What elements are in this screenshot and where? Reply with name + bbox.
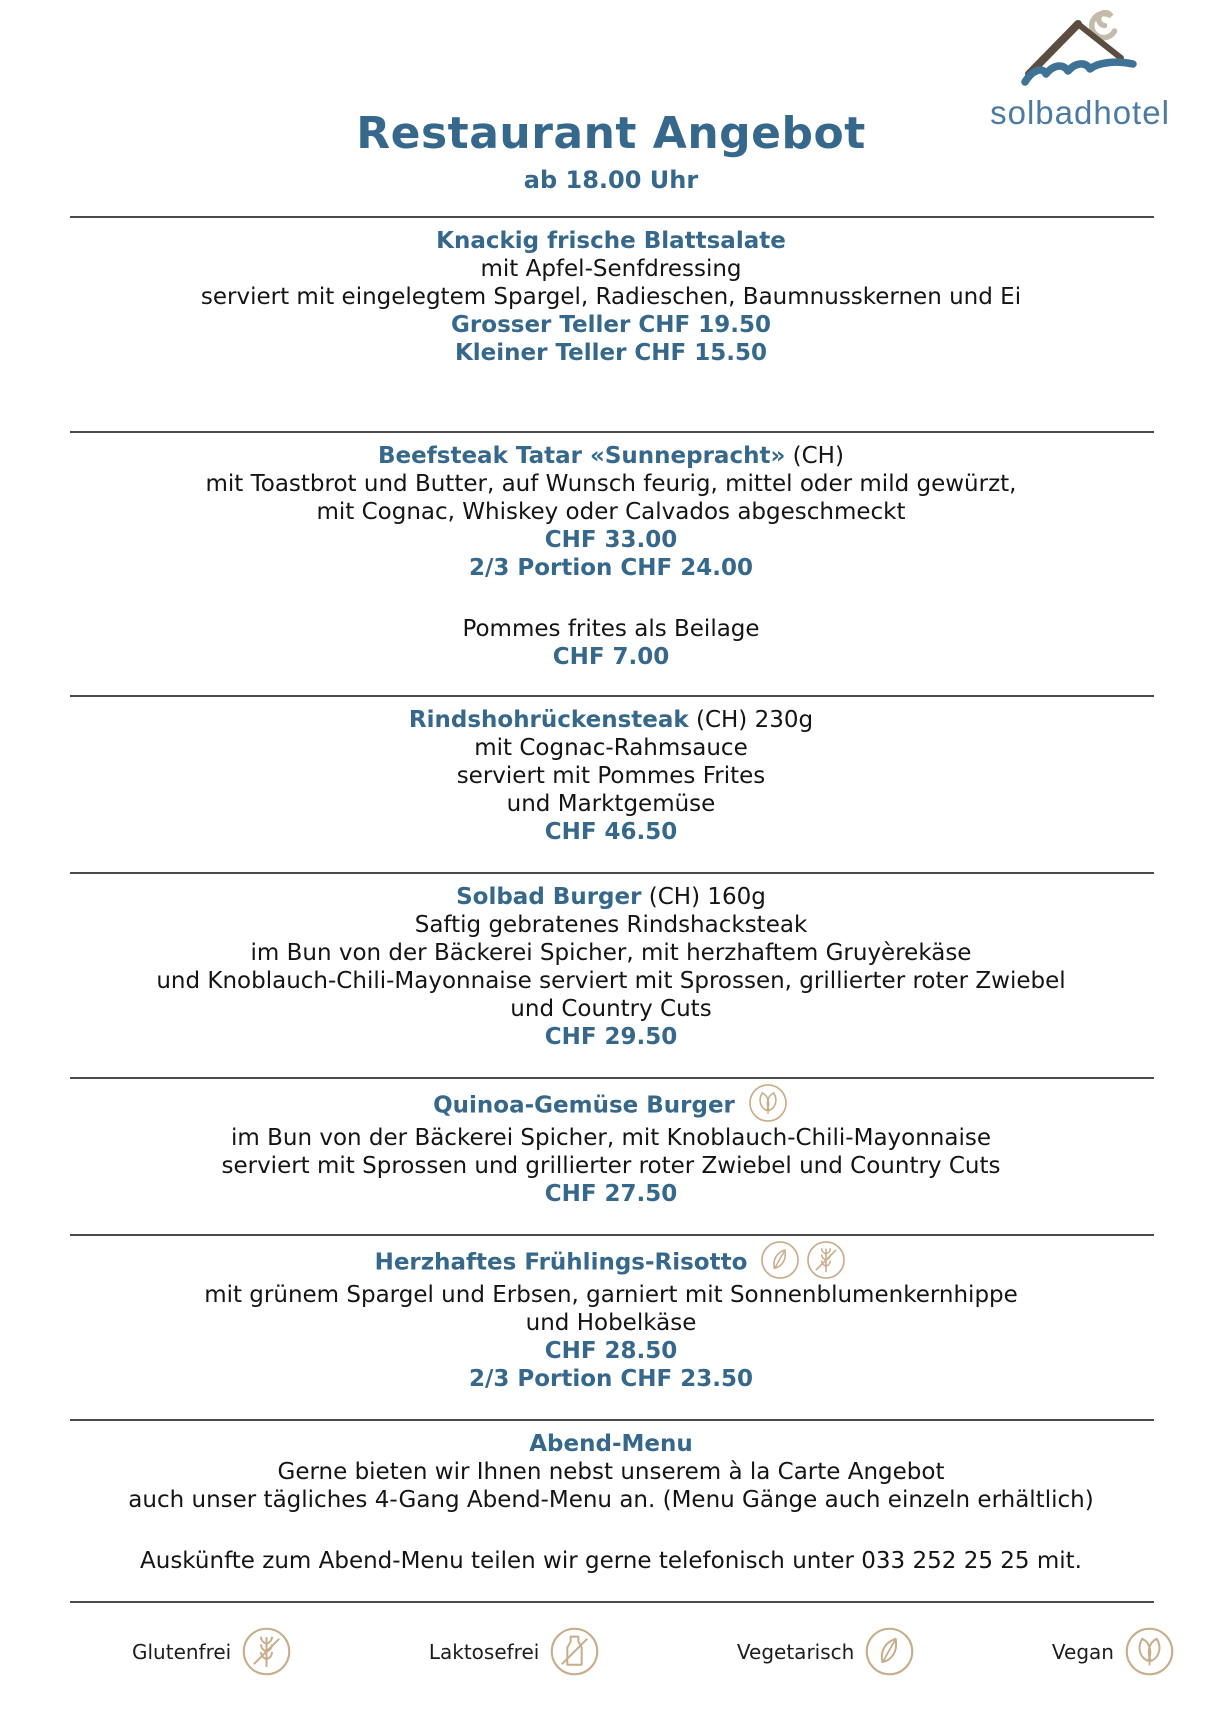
diet-legend	[0, 1625, 1222, 1678]
menu-item-description-line: und Knoblauch-Chili-Mayonnaise serviert mit Sprossen, grillierter roter Zwiebel	[156, 968, 1066, 995]
legend-label: Laktosefrei	[428, 1639, 540, 1664]
menu-section	[0, 697, 1222, 872]
menu-item-suffix: (CH) 160g	[641, 884, 766, 911]
menu-item-price: CHF 33.00	[544, 527, 678, 554]
menu-item	[30, 1430, 1192, 1514]
menu-item-price: CHF 46.50	[544, 819, 678, 846]
menu-item	[30, 442, 1192, 582]
page-subtitle: ab 18.00 Uhr	[523, 166, 699, 195]
menu-item-title: Herzhaftes Frühlings-Risotto	[374, 1249, 748, 1276]
vegan-icon	[1123, 1625, 1176, 1678]
menu-item	[30, 227, 1192, 367]
legend-label: Vegetarisch	[736, 1639, 855, 1664]
menu-item	[30, 615, 1192, 671]
menu-item-description-line: mit Cognac, Whiskey oder Calvados abgeschmeckt	[316, 499, 906, 526]
menu-section	[0, 1421, 1222, 1601]
menu-item-suffix: (CH) 230g	[688, 707, 814, 734]
menu-item	[30, 1088, 1192, 1208]
menu-section	[0, 433, 1222, 695]
menu-item-title: Beefsteak Tatar «Sunnepracht»	[378, 443, 786, 470]
menu-item	[30, 883, 1192, 1051]
glutenfree-icon	[240, 1625, 293, 1678]
menu-item-description-line: und Hobelkäse	[525, 1310, 697, 1337]
legend-item-vegan	[1052, 1625, 1176, 1678]
menu-item-description-line: Pommes frites als Beilage	[462, 616, 760, 643]
vegetarian-icon	[759, 1239, 801, 1281]
legend-label: Vegan	[1051, 1639, 1114, 1664]
menu-sections	[0, 216, 1222, 1603]
menu-item-price: CHF 27.50	[544, 1181, 678, 1208]
menu-item-price: 2/3 Portion CHF 24.00	[468, 555, 754, 582]
menu-item-title: Solbad Burger	[456, 884, 642, 911]
menu-item-description-line: im Bun von der Bäckerei Spicher, mit Knoblauch-Chili-Mayonnaise	[231, 1125, 991, 1152]
menu-item-description-line: serviert mit Pommes Frites	[456, 763, 766, 790]
legend-item-vegetarian	[737, 1625, 916, 1678]
menu-item-title: Abend-Menu	[529, 1431, 693, 1458]
hotel-logo	[980, 10, 1180, 129]
menu-section	[0, 1079, 1222, 1234]
menu-item-description-line: im Bun von der Bäckerei Spicher, mit herzhaftem Gruyèrekäse	[250, 940, 972, 967]
menu-item-title: Quinoa-Gemüse Burger	[433, 1092, 735, 1119]
menu-section	[0, 1236, 1222, 1419]
menu-item-description-line: Saftig gebratenes Rindshacksteak	[414, 912, 808, 939]
menu-item	[30, 1245, 1192, 1393]
vegan-icon	[747, 1082, 789, 1124]
menu-item	[30, 1547, 1192, 1575]
menu-item-heading	[30, 227, 1192, 255]
menu-item-heading	[30, 883, 1192, 911]
lactosefree-icon	[548, 1625, 601, 1678]
vegetarian-icon	[863, 1625, 916, 1678]
menu-item-price: CHF 7.00	[552, 644, 670, 671]
menu-item-price: CHF 29.50	[544, 1024, 678, 1051]
menu-item-title: Rindshohrückensteak	[408, 707, 689, 734]
menu-item-description-line: mit Cognac-Rahmsauce	[474, 735, 748, 762]
menu-section	[0, 218, 1222, 431]
menu-item-description-line: Auskünfte zum Abend-Menu teilen wir gerne telefonisch unter 033 252 25 25 mit.	[140, 1548, 1082, 1575]
menu-item-description-line: mit grünem Spargel und Erbsen, garniert mit Sonnenblumenkernhippe	[204, 1282, 1018, 1309]
menu-item-heading	[30, 1088, 1192, 1124]
menu-item-price: Kleiner Teller CHF 15.50	[454, 340, 768, 367]
menu-item-description-line: und Country Cuts	[510, 996, 712, 1023]
legend-item-lactosefree	[429, 1625, 601, 1678]
menu-item	[30, 706, 1192, 846]
menu-item-description-line: serviert mit Sprossen und grillierter roter Zwiebel und Country Cuts	[221, 1153, 1001, 1180]
menu-item-description-line: auch unser tägliches 4-Gang Abend-Menu an. (Menu Gänge auch einzeln erhältlich)	[128, 1487, 1094, 1514]
menu-item-heading	[30, 1430, 1192, 1458]
menu-item-heading	[30, 706, 1192, 734]
section-divider	[70, 1601, 1154, 1603]
menu-item-description-line: mit Apfel-Senfdressing	[480, 256, 742, 283]
menu-item-description-line: mit Toastbrot und Butter, auf Wunsch feurig, mittel oder mild gewürzt,	[205, 471, 1017, 498]
menu-item-heading	[30, 1245, 1192, 1281]
menu-item-title: Knackig frische Blattsalate	[436, 228, 786, 255]
menu-item-suffix: (CH)	[785, 443, 844, 470]
page-title: Restaurant Angebot	[356, 108, 866, 159]
legend-label: Glutenfrei	[132, 1639, 232, 1664]
menu-item-description-line: und Marktgemüse	[506, 791, 716, 818]
menu-item-price: Grosser Teller CHF 19.50	[451, 312, 771, 339]
menu-item-description-line: serviert mit eingelegtem Spargel, Radieschen, Baumnusskernen und Ei	[200, 284, 1022, 311]
legend-item-glutenfree	[132, 1625, 293, 1678]
menu-section	[0, 874, 1222, 1077]
menu-item-description-line: Gerne bieten wir Ihnen nebst unserem à la Carte Angebot	[277, 1459, 945, 1486]
menu-item-price: 2/3 Portion CHF 23.50	[468, 1366, 754, 1393]
menu-item-price: CHF 28.50	[544, 1338, 678, 1365]
menu-item-heading	[30, 442, 1192, 470]
hotel-logo-text: solbadhotel	[990, 94, 1170, 131]
glutenfree-icon	[805, 1239, 847, 1281]
mountain-wave-sun-logo-icon	[1021, 10, 1139, 94]
